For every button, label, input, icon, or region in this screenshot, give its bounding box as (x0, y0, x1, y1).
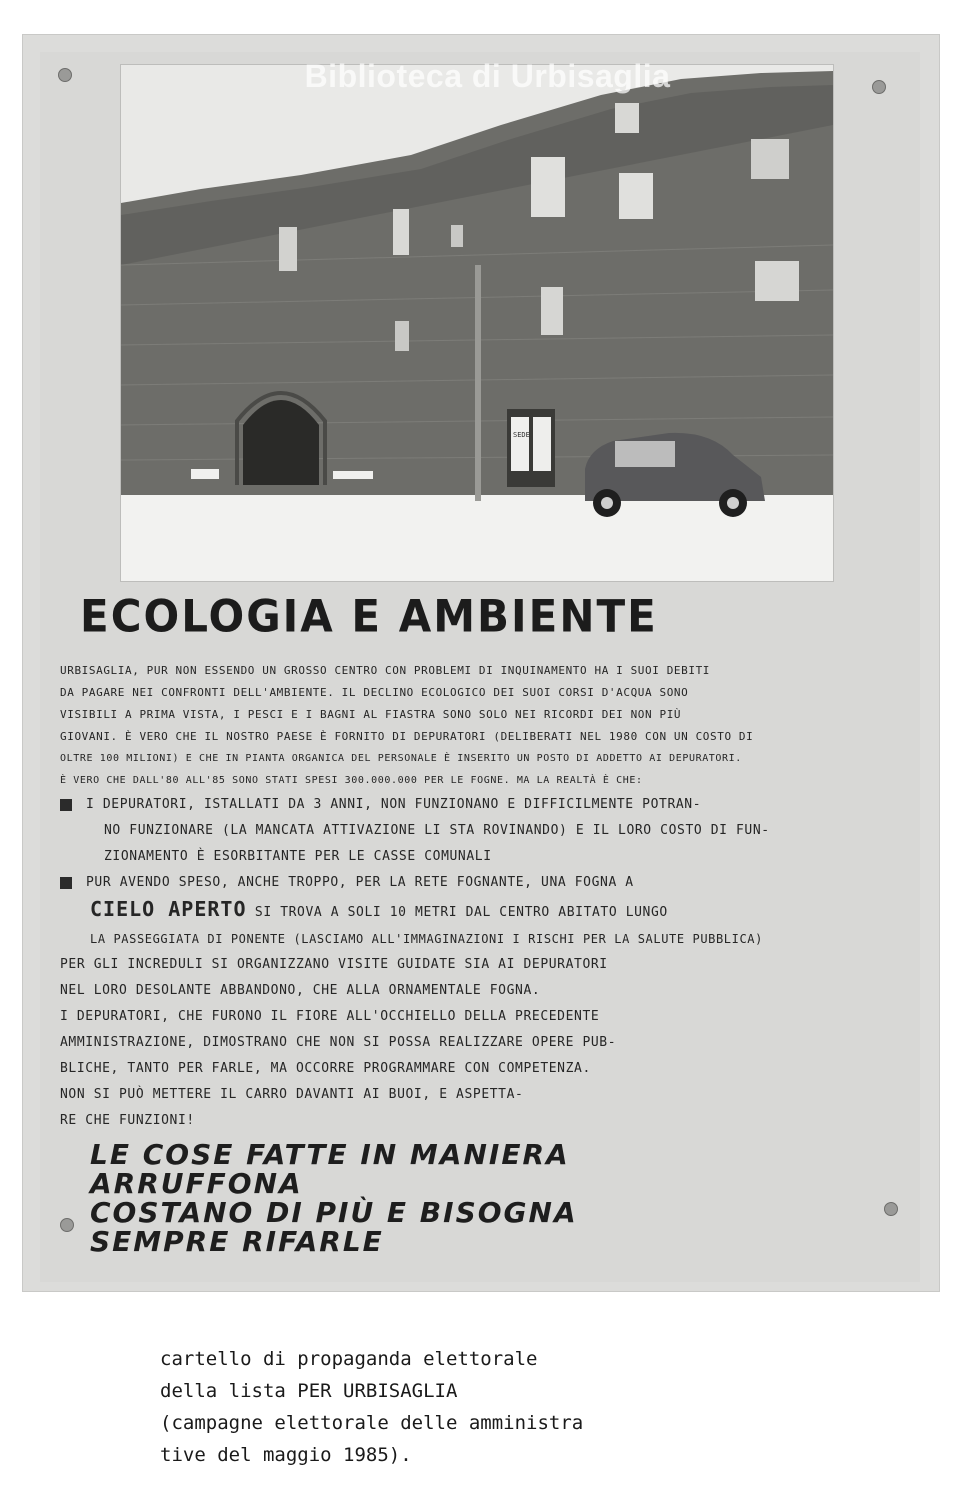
building-photo-illustration (121, 65, 833, 581)
bullet-text: I DEPURATORI, ISTALLATI DA 3 ANNI, NON FUNZIONANO E DIFFICILMENTE POTRAN- (86, 797, 702, 812)
bullet-item (60, 792, 905, 818)
slogan-line: COSTANO DI PIÙ E BISOGNA (90, 1196, 578, 1229)
body-line: BLICHE, TANTO PER FARLE, MA OCCORRE PROGRAMMARE CON COMPETENZA. (60, 1061, 591, 1076)
body-line: NEL LORO DESOLANTE ABBANDONO, CHE ALLA ORNAMENTALE FOGNA. (60, 983, 541, 998)
bullet-text: PUR AVENDO SPESO, ANCHE TROPPO, PER LA RETE FOGNANTE, UNA FOGNA A (86, 875, 634, 890)
bullet-item (60, 870, 905, 896)
pin-top-left-icon (58, 68, 72, 82)
library-watermark: Biblioteca di Urbisaglia (304, 58, 671, 94)
pin-top-right-icon (872, 80, 886, 94)
body-line: DA PAGARE NEI CONFRONTI DELL'AMBIENTE. IL DECLINO ECOLOGICO DEI SUOI CORSI D'ACQUA SONO (60, 686, 689, 699)
caption-line: tive del maggio 1985). (160, 1444, 412, 1466)
caption-line: cartello di propaganda elettorale (160, 1348, 538, 1370)
pin-bottom-left-icon (60, 1218, 74, 1232)
body-line: È VERO CHE DALL'80 ALL'85 SONO STATI SPESI 300.000.000 PER LE FOGNE. MA LA REALTÀ È CHE: (60, 775, 643, 786)
body-line: VISIBILI A PRIMA VISTA, I PESCI E I BAGNI AL FIASTRA SONO SOLO NEI RICORDI DEI NON PIÙ (60, 708, 682, 721)
bullet-square-icon (60, 799, 72, 811)
poster-title: ECOLOGIA E AMBIENTE (80, 590, 658, 643)
body-line: OLTRE 100 MILIONI) E CHE IN PIANTA ORGANICA DEL PERSONALE È INSERITO UN POSTO DI ADDETTO AI DEPURATORI. (60, 753, 742, 764)
archive-caption (160, 1343, 583, 1471)
body-line: I DEPURATORI, CHE FURONO IL FIORE ALL'OCCHIELLO DELLA PRECEDENTE (60, 1009, 600, 1024)
pin-bottom-right-icon (884, 1202, 898, 1216)
slogan-line: SEMPRE RIFARLE (90, 1225, 384, 1258)
body-line: PER GLI INCREDULI SI ORGANIZZANO VISITE GUIDATE SIA AI DEPURATORI (60, 957, 608, 972)
bullet-continuation: LA PASSEGGIATA DI PONENTE (LASCIAMO ALL'IMMAGINAZIONI I RISCHI PER LA SALUTE PUBBLICA) (90, 932, 763, 946)
caption-line: (campagne elettorale delle amministra (160, 1412, 584, 1434)
slogan-line: LE COSE FATTE IN MANIERA (90, 1138, 570, 1171)
bullet-continuation: ZIONAMENTO È ESORBITANTE PER LE CASSE COMUNALI (104, 849, 492, 864)
body-line: URBISAGLIA, PUR NON ESSENDO UN GROSSO CENTRO CON PROBLEMI DI INQUINAMENTO HA I SUOI DEBITI (60, 664, 711, 677)
caption-line: della lista PER URBISAGLIA (160, 1380, 458, 1402)
bullet-text: SI TROVA A SOLI 10 METRI DAL CENTRO ABITATO LUNGO (246, 905, 668, 920)
bullet-continuation: NO FUNZIONARE (LA MANCATA ATTIVAZIONE LI STA ROVINANDO) E IL LORO COSTO DI FUN- (104, 823, 770, 838)
slogan-line: ARRUFFONA (90, 1167, 303, 1200)
body-line: NON SI PUÒ METTERE IL CARRO DAVANTI AI BUOI, E ASPETTA- (60, 1087, 524, 1102)
body-line: AMMINISTRAZIONE, DIMOSTRANO CHE NON SI POSSA REALIZZARE OPERE PUB- (60, 1035, 617, 1050)
photo-sign-text: SEDE (513, 431, 530, 439)
bullet-continuation (60, 896, 905, 926)
bullet-square-icon (60, 877, 72, 889)
emphasis-text: CIELO APERTO (90, 897, 247, 921)
body-line: GIOVANI. È VERO CHE IL NOSTRO PAESE È FORNITO DI DEPURATORI (DELIBERATI NEL 1980 CON UN COSTO DI (60, 730, 754, 743)
poster-body (60, 660, 905, 1134)
poster-slogan (90, 1140, 578, 1256)
body-line: RE CHE FUNZIONI! (60, 1113, 195, 1128)
building-photo (120, 64, 834, 582)
